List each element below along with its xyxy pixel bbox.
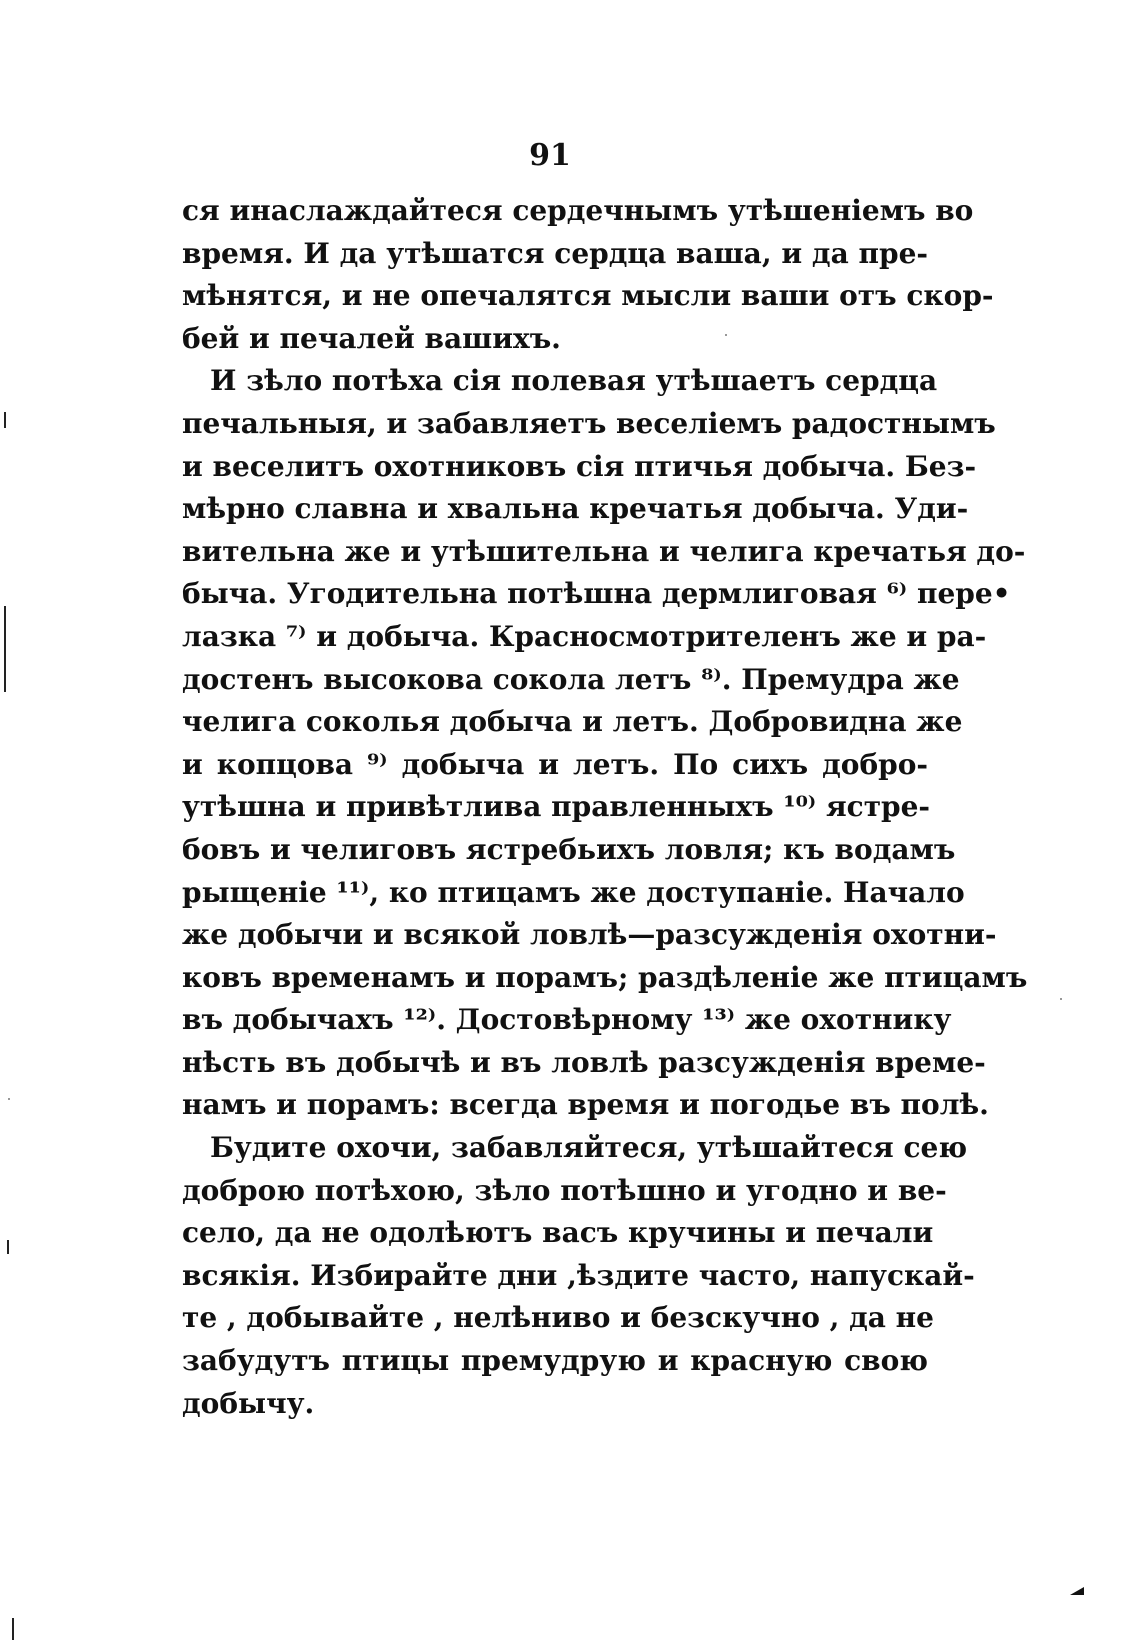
text-line: вительна же и утѣшительна и челига кречатья до- — [182, 534, 1026, 568]
text-line: намъ и порамъ: всегда время и погодье въ полѣ. — [182, 1088, 989, 1122]
corner-scan-mark — [1070, 1587, 1084, 1595]
text-line: печальныя, и забавляетъ веселіемъ радостнымъ — [182, 406, 996, 440]
scan-speck — [8, 1098, 10, 1100]
text-line: челига соколья добыча и летъ. Добровидна же — [182, 705, 963, 739]
text-line: добычу. — [182, 1386, 315, 1420]
text-line: нѣсть въ добычѣ и въ ловлѣ разсужденія време- — [182, 1045, 986, 1079]
text-line: рыщеніе ¹¹⁾, ко птицамъ же доступаніе. Начало — [182, 875, 965, 909]
text-line: же добычи и всякой ловлѣ—разсужденія охотни- — [182, 918, 997, 952]
body-text — [182, 190, 1028, 1425]
text-line: достенъ высокова сокола летъ ⁸⁾. Премудра же — [182, 662, 960, 696]
text-line: въ добычахъ ¹²⁾. Достовѣрному ¹³⁾ же охотнику — [182, 1003, 952, 1037]
text-line: село, да не одолѣютъ васъ кручины и печали — [182, 1216, 934, 1250]
margin-scan-mark — [7, 1240, 9, 1254]
text-line: время. И да утѣшатся сердца ваша, и да пре- — [182, 236, 928, 270]
text-line: ковъ временамъ и порамъ; раздѣленіе же птицамъ — [182, 960, 1028, 994]
text-line: забудутъ птицы премудрую и красную свою — [182, 1344, 928, 1378]
text-line: быча. Угодительна потѣшна дермлиговая ⁶⁾ пере• — [182, 577, 1011, 611]
text-line: бовъ и челиговъ ястребьихъ ловля; къ водамъ — [182, 832, 956, 866]
text-line: и копцова ⁹⁾ добыча и летъ. По сихъ добро- — [182, 747, 928, 781]
text-line: бей и печалей вашихъ. — [182, 321, 561, 355]
page-number: 91 — [529, 138, 571, 173]
text-line: Будите охочи, забавляйтеся, утѣшайтеся сею — [210, 1131, 968, 1165]
scan-speck — [725, 334, 727, 336]
text-line: и веселитъ охотниковъ сія птичья добыча. Без- — [182, 449, 977, 483]
scan-speck — [1060, 998, 1062, 1000]
text-line: всякія. Избирайте дни ,ѣздите часто, напускай- — [182, 1258, 975, 1292]
paragraph-2 — [182, 360, 1028, 1127]
text-line: те , добывайте , нелѣниво и безскучно , да не — [182, 1301, 934, 1335]
text-line: И зѣло потѣха сія полевая утѣшаетъ сердца — [210, 364, 938, 398]
text-line: мѣрно славна и хвальна кречатья добыча. Уди- — [182, 492, 969, 526]
text-line: лазка ⁷⁾ и добыча. Красносмотрителенъ же и ра- — [182, 619, 987, 653]
margin-scan-mark — [4, 606, 6, 692]
text-line: мѣнятся, и не опечалятся мысли ваши отъ скор- — [182, 279, 994, 313]
margin-scan-mark — [12, 1618, 14, 1640]
margin-scan-mark — [4, 412, 6, 428]
text-line: доброю потѣхою, зѣло потѣшно и угодно и ве- — [182, 1173, 947, 1207]
paragraph-1 — [182, 190, 994, 360]
text-line: утѣшна и привѣтлива правленныхъ ¹⁰⁾ ястре- — [182, 790, 931, 824]
paragraph-3 — [182, 1127, 975, 1425]
text-line: ся инаслаждайтеся сердечнымъ утѣшеніемъ во — [182, 194, 974, 227]
